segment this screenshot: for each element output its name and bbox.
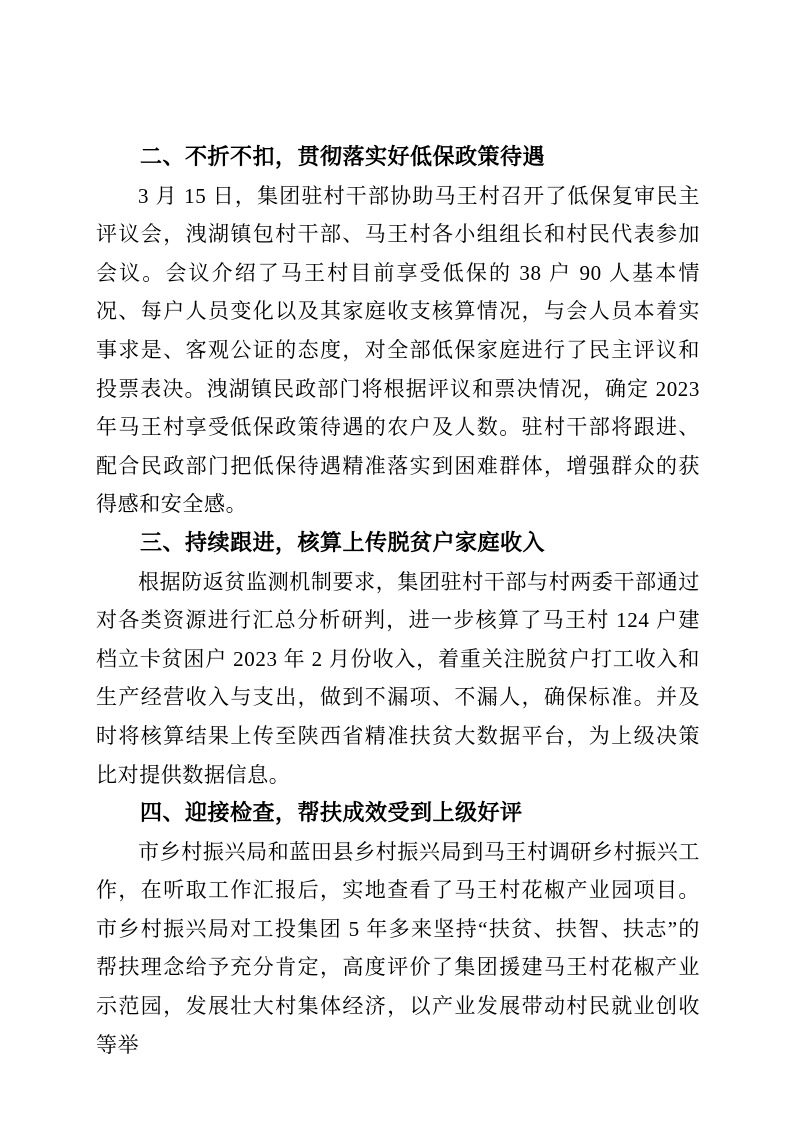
section-2-paragraph: 3 月 15 日，集团驻村干部协助马王村召开了低保复审民主评议会，洩湖镇包村干部、马王村各小组组长和村民代表参加会议。会议介绍了马王村目前享受低保的 38 户 90 人基本情况、每户人员变化以及其家庭收支核算情况，与会人员本着实事求是、客观公证的态度，对全部低保家庭进行了民主评议和投票表决。洩湖镇民政部门将根据评议和票决情况，确定 2023 年马王村享受低保政策待遇的农户及人数。驻村干部将跟进、配合民政部门把低保待遇精准落实到困难群体，增强群众的获得感和安全感。 (96, 183, 700, 517)
section-3 (96, 524, 700, 794)
section-3-heading: 三、持续跟进，核算上传脱贫户家庭收入 (140, 529, 546, 555)
section-3-paragraph: 根据防返贫监测机制要求，集团驻村干部与村两委干部通过对各类资源进行汇总分析研判，进一步核算了马王村 124 户建档立卡贫困户 2023 年 2 月份收入，着重关注脱贫户打工收入和生产经营收入与支出，做到不漏项、不漏人，确保标准。并及时将核算结果上传至陕西省精准扶贫大数据平台，为上级决策比对提供数据信息。 (96, 569, 700, 787)
section-4-heading: 四、迎接检查，帮扶成效受到上级好评 (140, 800, 523, 826)
section-4-paragraph: 市乡村振兴局和蓝田县乡村振兴局到马王村调研乡村振兴工作，在听取工作汇报后，实地查看了马王村花椒产业园项目。市乡村振兴局对工投集团 5 年多来坚持“扶贫、扶智、扶志”的帮扶理念给予充分肯定，高度评价了集团援建马王村花椒产业示范园，发展壮大村集体经济，以产业发展带动村民就业创收等举 (96, 839, 700, 1057)
section-2-heading: 二、不折不扣，贯彻落实好低保政策待遇 (140, 144, 546, 169)
section-2 (96, 138, 700, 524)
section-4 (96, 794, 700, 1064)
